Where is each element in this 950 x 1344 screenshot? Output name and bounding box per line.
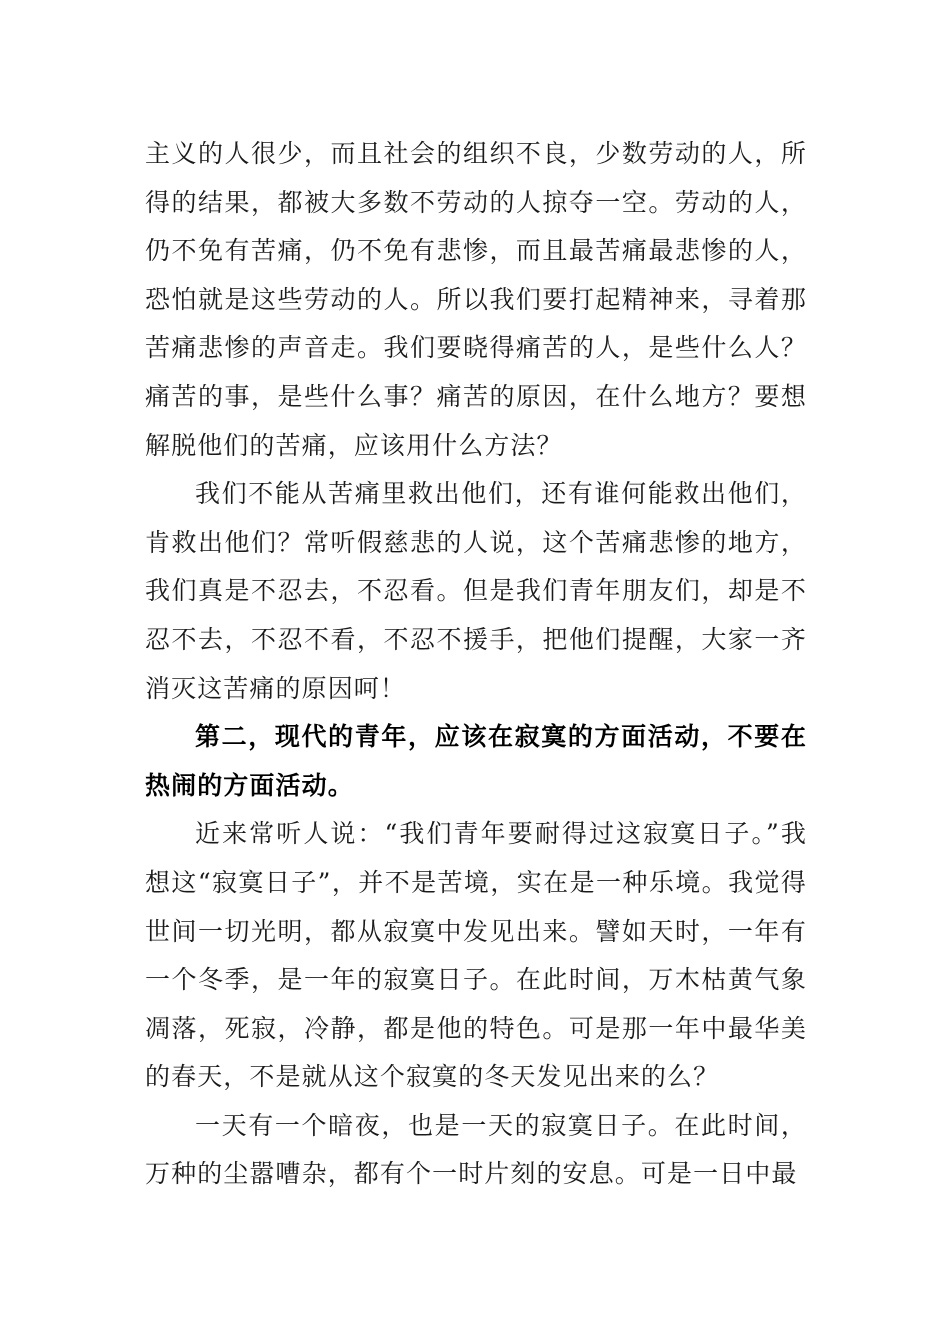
section-heading: 第二，现代的青年，应该在寂寞的方面活动，不要在热闹的方面活动。 xyxy=(145,722,807,800)
paragraph-loneliness: 近来常听人说：“我们青年要耐得过这寂寞日子。”我想这“寂寞日子”，并不是苦境，实在是一种乐境。我觉得世间一切光明，都从寂寞中发见出来。譬如天时，一年有一个冬季，是一年的寂寞日子。在此时间，万木枯黄气象凋落，死寂，冷静，都是他的特色。可是那一年中最华美的春天，不是就从这个寂寞的冬天发见出来的么？ xyxy=(145,819,807,1092)
paragraph-rescue: 我们不能从苦痛里救出他们，还有谁何能救出他们，肯救出他们？常听假慈悲的人说，这个苦痛悲惨的地方，我们真是不忍去，不忍看。但是我们青年朋友们，却是不忍不去，不忍不看，不忍不援手，把他们提醒，大家一齐消灭这苦痛的原因呵！ xyxy=(145,479,807,703)
paragraph-night: 一天有一个暗夜，也是一天的寂寞日子。在此时间，万种的尘嚣嘈杂，都有个一时片刻的安息。可是一日中最 xyxy=(145,1110,807,1189)
document-body xyxy=(145,130,807,1199)
paragraph-continued: 主义的人很少，而且社会的组织不良，少数劳动的人，所得的结果，都被大多数不劳动的人掠夺一空。劳动的人，仍不免有苦痛，仍不免有悲惨，而且最苦痛最悲惨的人，恐怕就是这些劳动的人。所以我们要打起精神来，寻着那苦痛悲惨的声音走。我们要晓得痛苦的人，是些什么人？痛苦的事，是些什么事？痛苦的原因，在什么地方？要想解脱他们的苦痛，应该用什么方法？ xyxy=(145,139,807,460)
